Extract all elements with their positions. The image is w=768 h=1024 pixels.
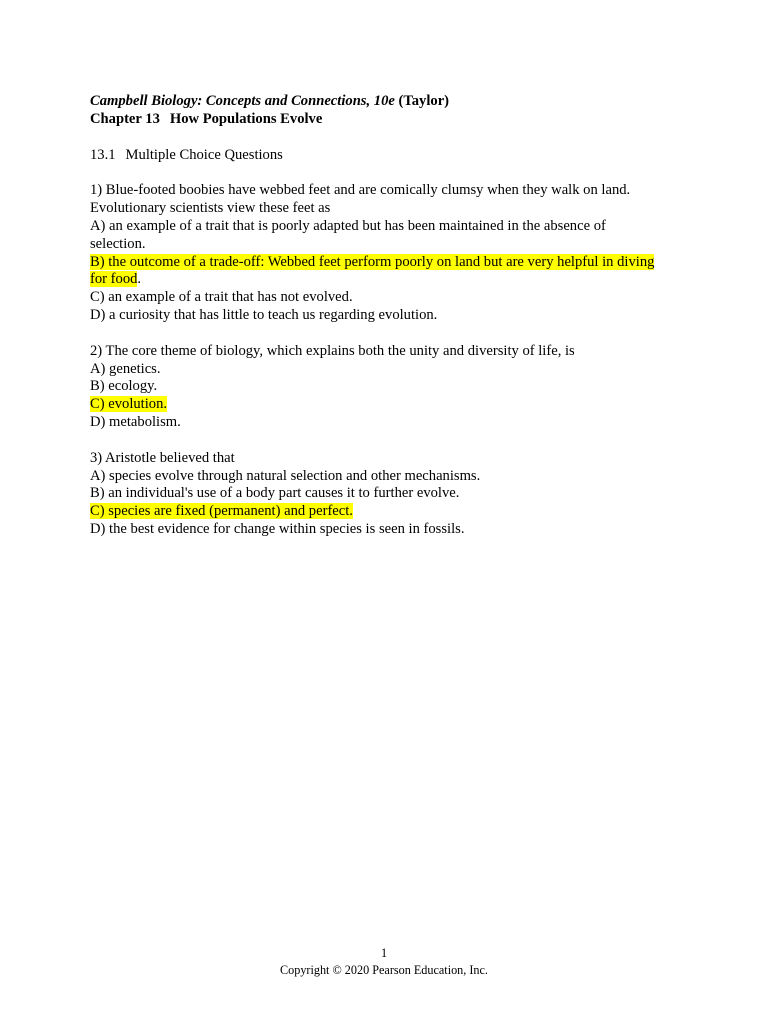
answer-highlight: C) evolution. — [90, 396, 168, 413]
chapter-title: How Populations Evolve — [169, 110, 323, 127]
section-title: Multiple Choice Questions — [125, 146, 283, 163]
option-b-period: . — [137, 271, 142, 288]
answer-highlight: B) the outcome of a trade-off: Webbed feet perform poorly on land but are very helpful in diving — [90, 253, 655, 270]
question-1-option-a-line-2: selection. — [90, 235, 146, 252]
question-2-option-b: B) ecology. — [90, 378, 158, 395]
question-3-stem: 3) Aristotle believed that — [90, 449, 235, 466]
answer-highlight: C) species are fixed (permanent) and perfect. — [90, 503, 353, 520]
copyright-notice: Copyright © 2020 Pearson Education, Inc. — [280, 963, 488, 977]
question-1-option-d: D) a curiosity that has little to teach us regarding evolution. — [90, 306, 438, 323]
answer-highlight: for food — [90, 271, 138, 288]
question-1-stem-line-2: Evolutionary scientists view these feet as — [90, 200, 331, 217]
question-2-option-c — [90, 396, 690, 414]
section-number: 13.1 — [90, 146, 116, 163]
book-title: Campbell Biology: Concepts and Connections, 10e — [90, 93, 395, 109]
question-1-option-c: C) an example of a trait that has not evolved. — [90, 289, 353, 306]
question-1-option-a-line-1: A) an example of a trait that is poorly adapted but has been maintained in the absence of — [90, 217, 606, 234]
question-2-option-d: D) metabolism. — [90, 413, 181, 430]
question-1-option-b-line-2 — [90, 271, 690, 289]
question-3-option-c — [90, 503, 690, 521]
section-heading — [90, 147, 690, 165]
question-3-option-b: B) an individual's use of a body part causes it to further evolve. — [90, 485, 460, 502]
question-2-stem: 2) The core theme of biology, which explains both the unity and diversity of life, is — [90, 342, 575, 359]
book-author: (Taylor) — [394, 93, 450, 109]
chapter-heading — [90, 111, 690, 129]
question-2-option-a: A) genetics. — [90, 360, 161, 377]
question-1-stem-line-1: 1) Blue-footed boobies have webbed feet and are comically clumsy when they walk on land. — [90, 182, 631, 199]
question-3-option-d: D) the best evidence for change within species is seen in fossils. — [90, 520, 465, 537]
question-3-option-a: A) species evolve through natural selection and other mechanisms. — [90, 467, 481, 484]
question-1 — [90, 182, 690, 324]
page-number: 1 — [380, 946, 388, 960]
question-2 — [90, 343, 690, 432]
chapter-label: Chapter 13 — [90, 110, 160, 127]
question-3 — [90, 450, 690, 539]
book-title-line — [90, 93, 690, 111]
question-1-option-b-line-1 — [90, 254, 690, 272]
page-content — [90, 93, 690, 539]
